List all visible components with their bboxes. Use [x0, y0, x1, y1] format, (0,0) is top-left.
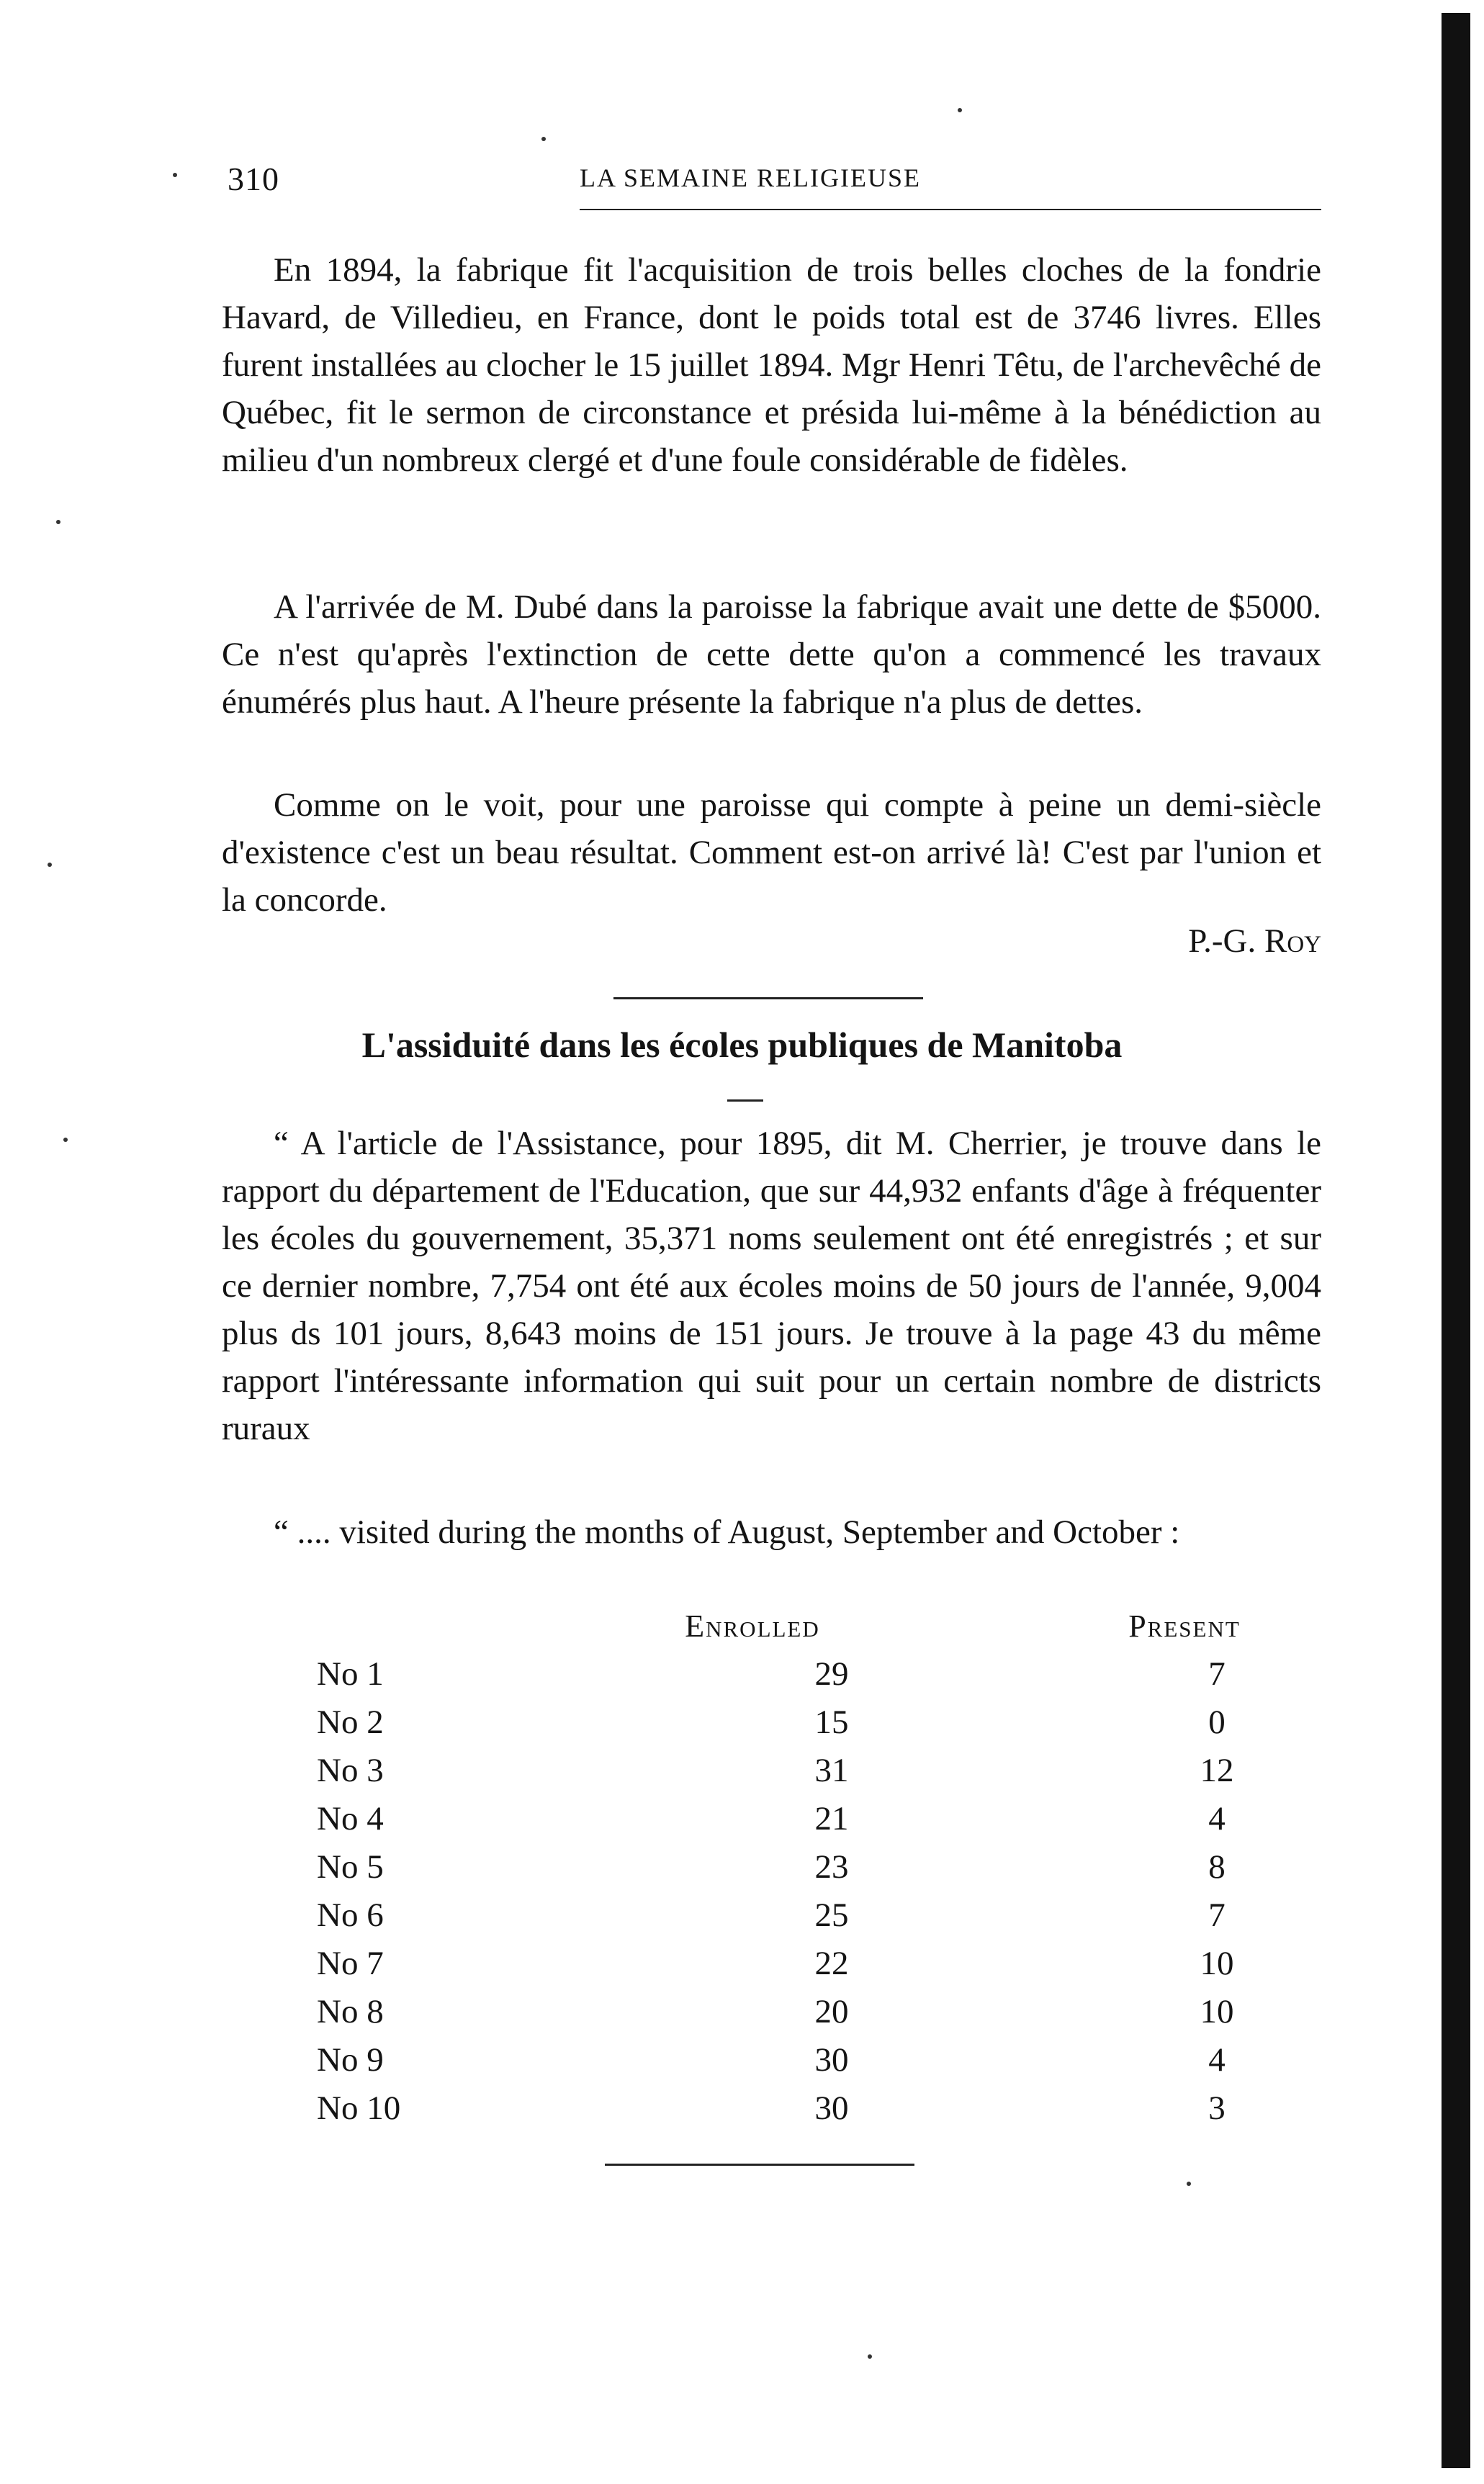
table-row	[317, 1746, 1368, 1794]
present-value: 10	[1200, 1944, 1234, 1982]
present-value: 4	[1208, 1799, 1226, 1837]
table-row	[317, 1698, 1368, 1746]
present-value: 12	[1200, 1751, 1234, 1789]
paragraph-result: Comme on le voit, pour une paroisse qui compte à peine un demi-siècle d'existence c'est un beau résultat. Comment est-on arrivé là! C'est par l'union et la concorde.	[222, 786, 1321, 919]
table-row	[317, 1650, 1368, 1698]
end-divider	[605, 2164, 914, 2166]
district-label: No 4	[317, 1799, 384, 1837]
page-number: 310	[228, 161, 279, 197]
district-label: No 7	[317, 1944, 384, 1982]
district-label: No 1	[317, 1655, 384, 1693]
table-row	[317, 2035, 1368, 2084]
header-present: Present	[1128, 1608, 1241, 1644]
paragraph-assistance: “ A l'article de l'Assistance, pour 1895, dit M. Cherrier, je trouve dans le rapport du département de l'Education, que sur 44,932 enfants d'âge à fréquenter les écoles du gouvernement, 35,371 noms seulement ont été enregistrés ; et sur ce dernier nombre, 7,754 ont été aux écoles moins de 50 jours de l'année, 9,004 plus ds 101 jours, 8,643 moins de 151 jours. Je trouve à la page 43 du même rapport l'intéressante information qui suit pour un certain nombre de districts ruraux	[222, 1125, 1321, 1447]
table-row	[317, 1987, 1368, 2035]
present-value: 10	[1200, 1992, 1234, 2030]
article-title: L'assiduité dans les écoles publiques de Manitoba	[361, 1025, 1123, 1065]
paragraph-debt: A l'arrivée de M. Dubé dans la paroisse la fabrique avait une dette de $5000. Ce n'est qu'après l'extinction de cette dette qu'on a commencé les travaux énumérés plus haut. A l'heure présente la fabrique n'a plus de dettes.	[222, 588, 1321, 721]
district-label: No 5	[317, 1848, 384, 1886]
enrolled-value: 31	[814, 1751, 849, 1789]
district-label: No 6	[317, 1896, 384, 1934]
print-speck	[1187, 2182, 1191, 2186]
print-speck	[63, 1138, 68, 1142]
signature: P.-G. Roy	[1188, 922, 1321, 960]
running-title: LA SEMAINE RELIGIEUSE	[580, 163, 921, 192]
present-value: 3	[1208, 2089, 1226, 2127]
district-label: No 3	[317, 1751, 384, 1789]
table-row	[317, 1939, 1368, 1987]
book-spine-edge	[1442, 13, 1470, 2468]
enrolled-value: 15	[814, 1703, 849, 1741]
enrolled-value: 20	[814, 1992, 849, 2030]
print-speck	[56, 520, 60, 524]
present-value: 7	[1208, 1896, 1226, 1934]
present-value: 4	[1208, 2040, 1226, 2079]
header-rule	[580, 209, 1321, 210]
present-value: 7	[1208, 1655, 1226, 1693]
enrolled-value: 30	[814, 2040, 849, 2079]
print-speck	[48, 863, 52, 867]
enrolled-value: 21	[814, 1799, 849, 1837]
district-label: No 10	[317, 2089, 401, 2127]
section-divider	[613, 997, 923, 999]
enrolled-value: 30	[814, 2089, 849, 2127]
print-speck	[868, 2354, 872, 2359]
paragraph-bells: En 1894, la fabrique fit l'acquisition de trois belles cloches de la fondrie Havard, de Villedieu, en France, dont le poids total est de 3746 livres. Elles furent installées au clocher le 15 juillet 1894. Mgr Henri Têtu, de l'archevêché de Québec, fit le sermon de circonstance et présida lui-même à la bénédiction au milieu d'un nombreux clergé et d'une foule considérable de fidèles.	[222, 251, 1321, 479]
paragraph-visited: “ .... visited during the months of August, September and October :	[274, 1513, 1180, 1551]
district-label: No 8	[317, 1992, 384, 2030]
table-row	[317, 1794, 1368, 1842]
print-speck	[173, 173, 177, 177]
header-blank	[317, 1602, 504, 1650]
enrolled-value: 23	[814, 1848, 849, 1886]
attendance-table	[317, 1602, 1368, 2132]
header-enrolled: Enrolled	[685, 1608, 820, 1644]
print-speck	[541, 137, 546, 141]
table-header-row	[317, 1602, 1368, 1650]
print-speck	[958, 108, 962, 112]
title-dash	[727, 1099, 763, 1102]
enrolled-value: 29	[814, 1655, 849, 1693]
table-row	[317, 1891, 1368, 1939]
table-row	[317, 1842, 1368, 1891]
present-value: 8	[1208, 1848, 1226, 1886]
present-value: 0	[1208, 1703, 1226, 1741]
enrolled-value: 22	[814, 1944, 849, 1982]
district-label: No 2	[317, 1703, 384, 1741]
table-row	[317, 2084, 1368, 2132]
enrolled-value: 25	[814, 1896, 849, 1934]
district-label: No 9	[317, 2040, 384, 2079]
